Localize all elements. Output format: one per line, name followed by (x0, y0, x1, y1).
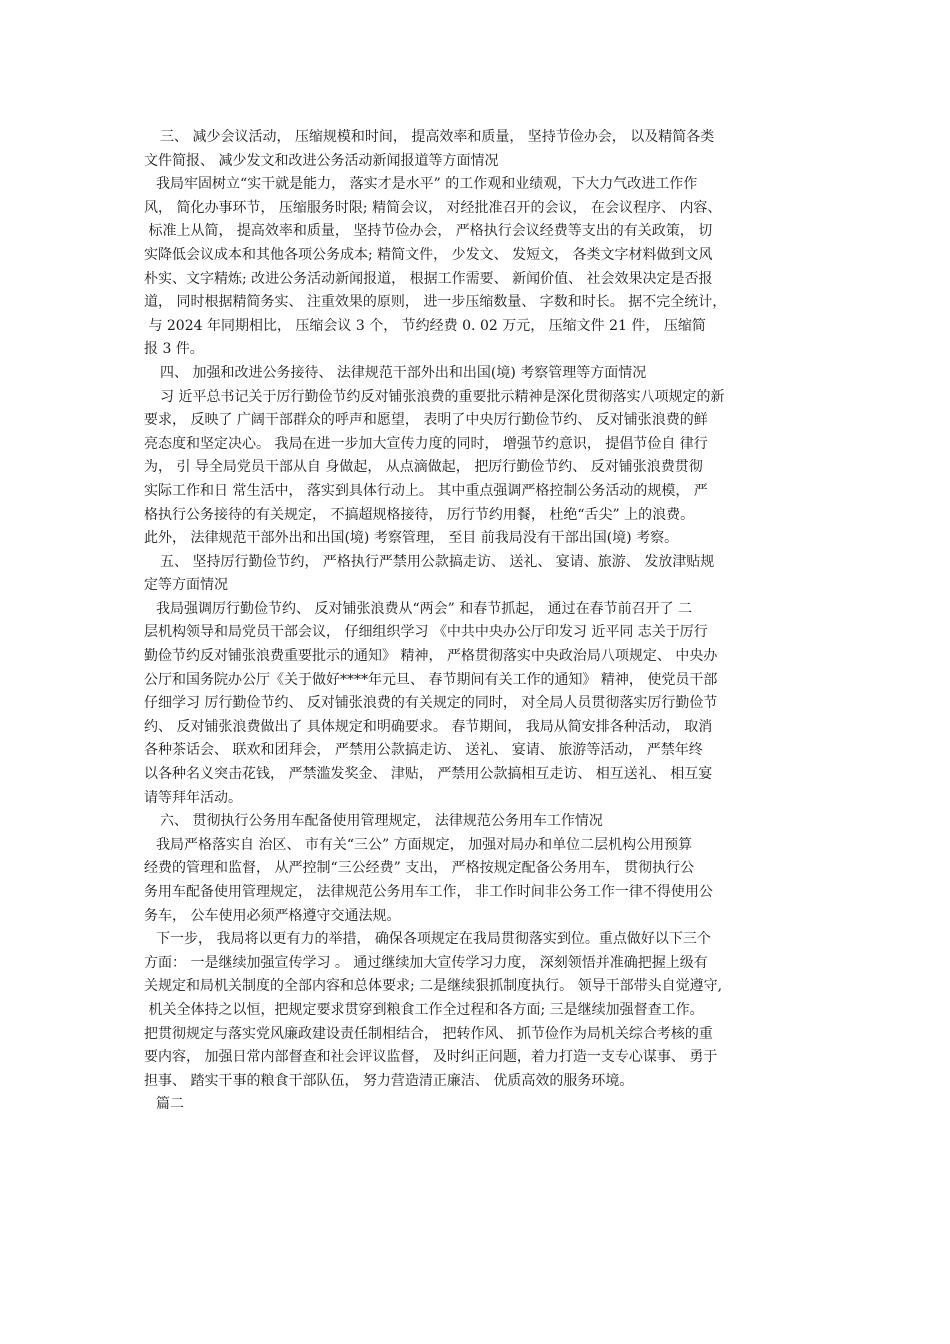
section-heading: 三、 减少会议活动， 压缩规模和时间， 提高效率和质量， 坚持节俭办会， 以及精简各类 (160, 129, 715, 145)
section-heading-cont: 定等方面情况 (144, 577, 228, 594)
section-heading: 四、 加强和改进公务接待、 法律规范干部外出和出国(境) 考察管理等方面情况 (160, 364, 647, 381)
paragraph-line: 担事、 踏实干事的粮食干部队伍， 努力营造清正廉洁、 优质高效的服务环境。 (144, 1072, 634, 1089)
paragraph-line: 风， 简化办事环节， 压缩服务时限; 精简会议， 对经批准召开的会议， 在会议程序、 内容、 (144, 199, 722, 216)
paragraph-line: 此外， 法律规范干部外出和出国(境) 考察管理， 至目 前我局没有干部出国(境) 考察。 (144, 530, 679, 547)
paragraph-line: 下一步， 我局将以更有力的举措， 确保各项规定在我局贯彻落实到位。重点做好以下三个 (156, 931, 711, 948)
paragraph-line: 我局强调厉行勤俭节约、 反对铺张浪费从“两会” 和春节抓起， 通过在春节前召开了 二 (156, 600, 693, 617)
paragraph-line: 实际工作和日 常生活中， 落实到具体行动上。 其中重点强调严格控制公务活动的规模， 严 (144, 482, 708, 499)
paragraph-line: 约、 反对铺张浪费做出了 具体规定和明确要求。 春节期间， 我局从简安排各种活动， 取消 (144, 718, 713, 735)
paragraph-line: 请等拜年活动。 (144, 789, 242, 806)
section-heading: 五、 坚持厉行勤俭节约， 严格执行严禁用公款搞走访、 送礼、 宴请、旅游、 发放津贴规 (160, 553, 715, 570)
paragraph-line: 亮态度和坚定决心。 我局在进一步加大宣传力度的同时， 增强节约意识， 提倡节俭自 律行 (144, 435, 708, 452)
paragraph-line: 标准上从简， 提高效率和质量， 坚持节俭办会， 严格执行会议经费等支出的有关政策， 切 (144, 223, 713, 240)
paragraph-line: 把贯彻规定与落实党风廉政建设责任制相结合， 把转作风、 抓节俭作为局机关综合考核的重 (144, 1025, 713, 1042)
paragraph-line: 与 2024 年同期相比， 压缩会议 3 个， 节约经费 0. 02 万元， 压缩文件 21 件， 压缩简 (144, 317, 706, 334)
paragraph-line: 务车， 公车使用必须严格遵守交通法规。 (144, 907, 401, 924)
paragraph-line: 勤俭节约反对铺张浪费重要批示的通知》 精神， 严格贯彻落实中央政治局八项规定、 中央办 (144, 648, 718, 665)
section-heading: 六、 贯彻执行公务用车配备使用管理规定， 法律规范公务用车工作情况 (160, 813, 603, 830)
paragraph-line: 各种茶话会、 联欢和团拜会， 严禁用公款搞走访、 送礼、 宴请、 旅游等活动， 严禁年终 (144, 742, 703, 759)
paragraph-line: 道， 同时根据精简务实、 注重效果的原则， 进一步压缩数量、 字数和时长。 据不完全统计， (144, 294, 727, 311)
paragraph-line: 公厅和国务院办公厅《关于做好****年元旦、 春节期间有关工作的通知》 精神， 使党员干部 (144, 671, 718, 688)
paragraph-line: 实降低会议成本和其他各项公务成本; 精简文件， 少发文、 发短文， 各类文字材料做到文风 (144, 246, 713, 263)
paragraph-line: 我局牢固树立“实干就是能力， 落实才是水平” 的工作观和业绩观，下大力气改进工作作 (156, 176, 698, 193)
paragraph-line: 习 近平总书记关于厉行勤俭节约反对铺张浪费的重要批示精神是深化贯彻落实八项规定的新 (160, 388, 725, 405)
document-page (144, 126, 814, 1117)
paragraph-line: 为， 引 导全局党员干部从自 身做起， 从点滴做起， 把厉行勤俭节约、 反对铺张浪费贯彻 (144, 459, 703, 476)
paragraph-line: 关规定和局机关制度的全部内容和总体要求; 二是继续狠抓制度执行。 领导干部带头自觉遵守, (144, 978, 723, 995)
paragraph-line: 层机构领导和局党员干部会议， 仔细组织学习 《中共中央办公厅印发习 近平同 志关于厉行 (144, 624, 708, 641)
paragraph-line: 务用车配备使用管理规定， 法律规范公务用车工作， 非工作时间非公务工作一律不得使用公 (144, 884, 713, 900)
paragraph-line: 仔细学习 厉行勤俭节约、 反对铺张浪费的有关规定的同时， 对全局人员贯彻落实厉行勤俭节 (144, 695, 718, 712)
section-heading-cont: 文件简报、 减少发文和改进公务活动新闻报道等方面情况 (144, 152, 499, 169)
paragraph-line: 方面： 一是继续加强宣传学习 。 通过继续加大宣传学习力度， 深刻领悟并准确把握上级有 (144, 954, 708, 971)
paragraph-line: 机关全体持之以恒，把规定要求贯穿到粮食工作全过程和各方面; 三是继续加强督查工作。 (144, 1001, 704, 1018)
paragraph-line: 要内容， 加强日常内部督查和社会评议监督， 及时纠正问题，着力打造一支专心谋事、 勇于 (144, 1049, 718, 1066)
paragraph-line: 要求， 反映了 广阔干部群众的呼声和愿望， 表明了中央厉行勤俭节约、 反对铺张浪费的鲜 (144, 412, 708, 429)
paragraph-line: 以各种名义突击花钱， 严禁滥发奖金、 津贴， 严禁用公款搞相互走访、 相互送礼、 相互宴 (144, 766, 713, 783)
paragraph-line: 报 3 件。 (144, 341, 204, 358)
paragraph-line: 格执行公务接待的有关规定， 不搞超规格接待， 厉行节约用餐， 杜绝“舌尖” 上的浪费。 (144, 506, 695, 523)
next-section-label: 篇二 (156, 1096, 184, 1113)
paragraph-line: 我局严格落实自 治区、 市有关“三公” 方面规定， 加强对局办和单位二层机构公用预算 (156, 836, 693, 853)
paragraph-line: 经费的管理和监督， 从严控制“三公经费” 支出， 严格按规定配备公务用车， 贯彻执行公 (144, 860, 695, 877)
paragraph-line: 朴实、文字精炼; 改进公务活动新闻报道， 根据工作需要、 新闻价值、 社会效果决定是否报 (144, 270, 713, 287)
